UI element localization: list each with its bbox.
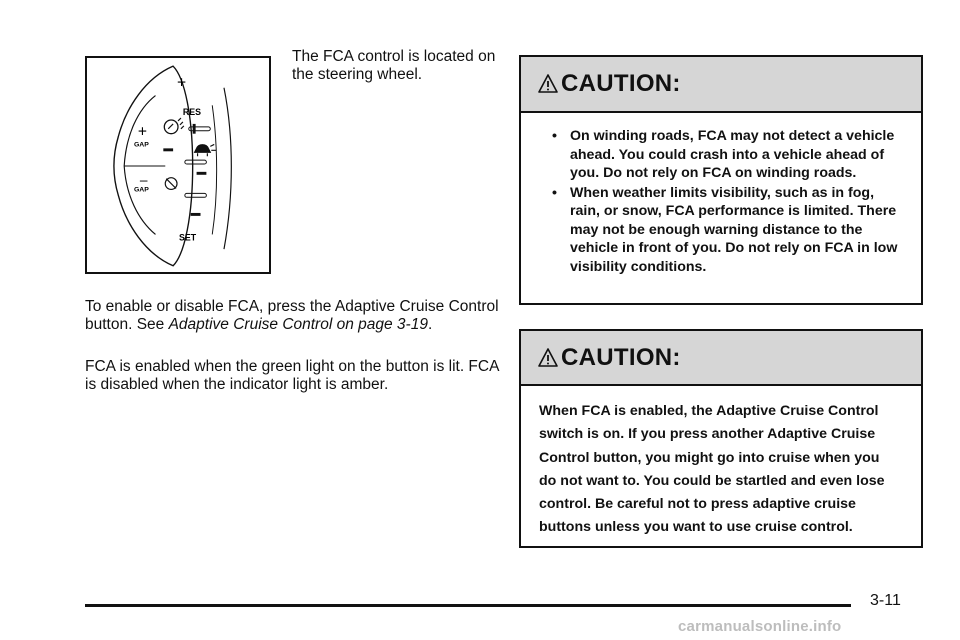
caution-body-text: When FCA is enabled, the Adaptive Cruise Control switch is on. If you press another Adaptive Cruise Control button, you might go into cruise when you do not want to. You could be startled and even lose control. Be careful not to press adaptive cruise buttons unless you want to use cruise control. xyxy=(539,403,885,536)
caution-box-cruise-switch xyxy=(519,329,923,548)
left-switch-outline xyxy=(124,96,155,235)
caution-header xyxy=(521,331,921,386)
page-number: 3-11 xyxy=(870,592,901,609)
plus-top-icon: + xyxy=(177,74,187,92)
res-label: RES xyxy=(182,107,201,118)
indicator-bar xyxy=(193,124,196,134)
steering-wheel-control-drawing xyxy=(87,58,269,272)
caution-bullet-text: When weather limits visibility, such as in fog, rain, or snow, FCA performance is limited. There may not be enough warning distance to the vehicle in front of you. Do not rely on FCA in low visibility conditions. xyxy=(570,184,898,275)
indicator-light-paragraph: FCA is enabled when the green light on the button is lit. FCA is disabled when the indicator light is amber. xyxy=(85,358,499,393)
enable-disable-paragraph xyxy=(85,298,505,334)
right-bezel xyxy=(212,105,216,234)
caution-box-winding-roads xyxy=(519,55,923,305)
bezel-slot xyxy=(185,160,207,164)
indicator-bar xyxy=(163,148,173,151)
cross-reference-link[interactable]: Adaptive Cruise Control on page 3-19 xyxy=(168,316,428,333)
caution-bullet-list xyxy=(521,113,921,276)
caution-title: CAUTION: xyxy=(561,70,681,97)
warning-triangle-icon xyxy=(537,347,559,369)
gap-minus-sign: – xyxy=(139,172,148,188)
warning-triangle-icon xyxy=(537,73,559,95)
footer-rule xyxy=(85,604,851,607)
indicator-bar xyxy=(191,213,201,216)
steering-wheel-control-illustration xyxy=(85,56,271,274)
right-housing-edge xyxy=(224,88,231,249)
cancel-icon-slash xyxy=(166,179,176,189)
enable-disable-end: . xyxy=(427,316,433,333)
gap-plus-label: GAP xyxy=(133,141,149,149)
watermark: carmanualsonline.info xyxy=(678,618,842,635)
bezel-slot xyxy=(185,193,207,197)
gap-minus-label: GAP xyxy=(133,186,149,194)
gap-plus-sign: + xyxy=(137,123,148,141)
figure-caption: The FCA control is located on the steering wheel. xyxy=(292,48,496,83)
bullet-marker: • xyxy=(552,128,557,144)
enable-disable-text: To enable or disable FCA, press the Adaptive Cruise Control button. See xyxy=(85,298,499,333)
caution-bullet-text: On winding roads, FCA may not detect a vehicle ahead. You could crash into a vehicle ahead of you. Do not rely on FCA on winding roads. xyxy=(570,128,895,181)
caution-title: CAUTION: xyxy=(561,343,681,371)
indicator-bar xyxy=(197,172,207,175)
bullet-marker: • xyxy=(552,184,557,201)
caution-bullet-item xyxy=(549,127,903,183)
caution-bullet-item xyxy=(549,184,903,277)
caution-header xyxy=(521,57,921,113)
cruise-speedometer-icon xyxy=(164,120,178,134)
set-label: SET xyxy=(178,232,197,243)
fca-vehicle-icon xyxy=(195,144,217,156)
bezel-slot xyxy=(189,127,211,131)
